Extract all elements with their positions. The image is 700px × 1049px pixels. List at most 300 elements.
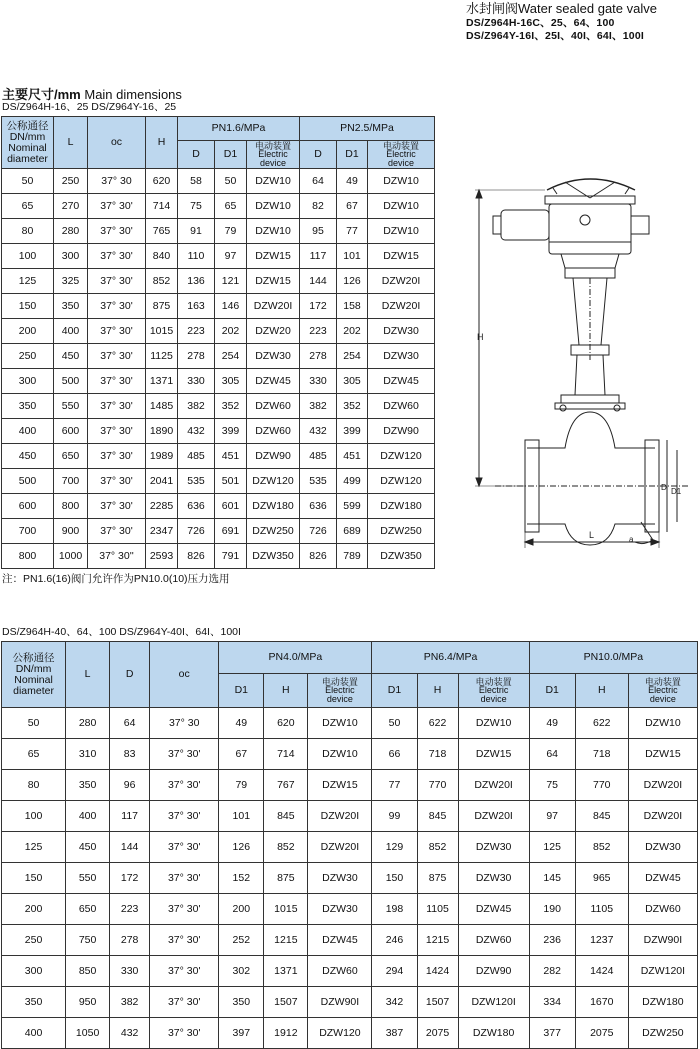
table-cell: DZW20I <box>628 801 697 832</box>
table-cell: 223 <box>178 319 215 344</box>
table-cell: 1125 <box>146 344 178 369</box>
table-cell: DZW250 <box>628 1018 697 1049</box>
table-cell: 37° 30'' <box>88 544 146 569</box>
table-cell: 700 <box>54 469 88 494</box>
table-row <box>2 1018 698 1049</box>
table-cell: 718 <box>575 739 628 770</box>
table-cell: 37° 30' <box>150 1018 219 1049</box>
valve-technical-drawing <box>465 150 695 570</box>
table-cell: 37° 30' <box>150 739 219 770</box>
electric-device-header: 电动装置 Electric device <box>247 141 300 169</box>
table-cell: 330 <box>178 369 215 394</box>
pn40-header: PN4.0/MPa <box>219 642 372 674</box>
table-cell: DZW15 <box>247 244 300 269</box>
table-cell: DZW10 <box>368 194 435 219</box>
table-cell: 145 <box>529 863 575 894</box>
table-cell: DZW10 <box>247 194 300 219</box>
table-cell: 622 <box>417 708 458 739</box>
table-cell: 767 <box>264 770 308 801</box>
table-cell: DZW15 <box>247 269 300 294</box>
table-row <box>2 194 435 219</box>
table-cell: 845 <box>264 801 308 832</box>
table-cell: 900 <box>54 519 88 544</box>
table-cell: 37° 30' <box>150 987 219 1018</box>
table-cell: 282 <box>529 956 575 987</box>
table-cell: 650 <box>54 444 88 469</box>
table-cell: 726 <box>300 519 337 544</box>
table-cell: 1015 <box>146 319 178 344</box>
table-row <box>2 832 698 863</box>
table-cell: 64 <box>110 708 150 739</box>
table-cell: 714 <box>264 739 308 770</box>
label-h: H <box>477 332 484 342</box>
table-cell: 117 <box>300 244 337 269</box>
table-cell: 382 <box>300 394 337 419</box>
table-row <box>2 219 435 244</box>
table-cell: 501 <box>215 469 247 494</box>
table-cell: 726 <box>178 519 215 544</box>
table-cell: DZW20I <box>308 801 372 832</box>
table-cell: DZW250 <box>247 519 300 544</box>
table-cell: 700 <box>2 519 54 544</box>
table-cell: DZW350 <box>247 544 300 569</box>
table-cell: DZW30 <box>628 832 697 863</box>
table-cell: DZW45 <box>308 925 372 956</box>
table-cell: 37° 30' <box>88 219 146 244</box>
table-cell: 330 <box>110 956 150 987</box>
table-cell: 300 <box>2 369 54 394</box>
table-cell: DZW30 <box>458 863 529 894</box>
h-header: H <box>417 674 458 708</box>
table-cell: 101 <box>219 801 264 832</box>
table-cell: 965 <box>575 863 628 894</box>
table-cell: 80 <box>2 219 54 244</box>
table-cell: 852 <box>417 832 458 863</box>
oc-header: oc <box>150 642 219 708</box>
handwheel-shape <box>547 179 635 198</box>
table-row <box>2 419 435 444</box>
oc-header: oc <box>88 117 146 169</box>
table-cell: 37° 30' <box>88 244 146 269</box>
table-row <box>2 269 435 294</box>
table-cell: 350 <box>66 770 110 801</box>
table-cell: 158 <box>337 294 368 319</box>
table-cell: DZW20I <box>458 770 529 801</box>
table-row <box>2 863 698 894</box>
table-cell: 1890 <box>146 419 178 444</box>
table-cell: 310 <box>66 739 110 770</box>
table-cell: 826 <box>178 544 215 569</box>
table-cell: 129 <box>372 832 417 863</box>
table-cell: 845 <box>575 801 628 832</box>
table-row <box>2 369 435 394</box>
table-cell: 250 <box>2 925 66 956</box>
table-cell: 500 <box>54 369 88 394</box>
table-cell: 125 <box>2 269 54 294</box>
table-cell: 450 <box>54 344 88 369</box>
table-cell: DZW20I <box>368 294 435 319</box>
table-cell: 202 <box>337 319 368 344</box>
table-cell: 535 <box>178 469 215 494</box>
table-cell: 37° 30' <box>88 494 146 519</box>
table-cell: 2593 <box>146 544 178 569</box>
table-cell: 850 <box>66 956 110 987</box>
table-cell: 1015 <box>264 894 308 925</box>
table-cell: 37° 30' <box>88 419 146 444</box>
table-cell: 352 <box>215 394 247 419</box>
table-cell: 37° 30' <box>88 469 146 494</box>
electric-device-header: 电动装置 Electric device <box>308 674 372 708</box>
table-cell: 845 <box>417 801 458 832</box>
table-cell: DZW180 <box>628 987 697 1018</box>
table-cell: 1424 <box>575 956 628 987</box>
table-cell: 305 <box>337 369 368 394</box>
table-row <box>2 894 698 925</box>
l-header: L <box>54 117 88 169</box>
dn-header: 公称通径 DN/mm Nominal diameter <box>2 117 54 169</box>
table-cell: 97 <box>529 801 575 832</box>
d1-header: D1 <box>215 141 247 169</box>
pn16-header: PN1.6/MPa <box>178 117 300 141</box>
label-d: D <box>661 483 667 492</box>
table-cell: DZW10 <box>628 708 697 739</box>
table-cell: 200 <box>2 894 66 925</box>
table-cell: 400 <box>2 419 54 444</box>
table-cell: 342 <box>372 987 417 1018</box>
table-cell: 2041 <box>146 469 178 494</box>
table-cell: 302 <box>219 956 264 987</box>
h-header: H <box>146 117 178 169</box>
table-cell: 875 <box>146 294 178 319</box>
table-cell: 126 <box>219 832 264 863</box>
table-cell: DZW30 <box>308 894 372 925</box>
table-cell: 190 <box>529 894 575 925</box>
table-cell: 350 <box>2 394 54 419</box>
table-cell: DZW10 <box>247 219 300 244</box>
table-cell: 95 <box>300 219 337 244</box>
table-cell: 67 <box>337 194 368 219</box>
table-cell: 37° 30' <box>88 444 146 469</box>
table-cell: 37° 30' <box>150 832 219 863</box>
table-cell: 80 <box>2 770 66 801</box>
pn25-header: PN2.5/MPa <box>300 117 435 141</box>
table-cell: 550 <box>54 394 88 419</box>
table-cell: 770 <box>417 770 458 801</box>
model-line-2: DS/Z964Y-16I、25I、40I、64I、100I <box>466 30 644 42</box>
table-cell: 77 <box>372 770 417 801</box>
table-cell: 121 <box>215 269 247 294</box>
table-cell: 636 <box>178 494 215 519</box>
table-cell: 37° 30' <box>150 863 219 894</box>
table-cell: 49 <box>529 708 575 739</box>
table-cell: 37° 30' <box>150 956 219 987</box>
table-cell: 1912 <box>264 1018 308 1049</box>
table-cell: 770 <box>575 770 628 801</box>
table-cell: 96 <box>110 770 150 801</box>
table-cell: 450 <box>2 444 54 469</box>
table-cell: 65 <box>2 194 54 219</box>
table-cell: 37° 30' <box>150 894 219 925</box>
table-cell: 200 <box>219 894 264 925</box>
table-cell: 65 <box>2 739 66 770</box>
table-cell: 37° 30' <box>150 770 219 801</box>
table-cell: 765 <box>146 219 178 244</box>
table-cell: 1105 <box>575 894 628 925</box>
table-cell: 1371 <box>146 369 178 394</box>
table-cell: 223 <box>300 319 337 344</box>
table-cell: 382 <box>178 394 215 419</box>
table-cell: 254 <box>337 344 368 369</box>
table-cell: DZW30 <box>458 832 529 863</box>
table-row <box>2 925 698 956</box>
table-cell: 2285 <box>146 494 178 519</box>
table-cell: 172 <box>300 294 337 319</box>
table-cell: 432 <box>178 419 215 444</box>
table-cell: 67 <box>219 739 264 770</box>
table-cell: 1507 <box>264 987 308 1018</box>
table-cell: DZW45 <box>458 894 529 925</box>
table-row <box>2 469 435 494</box>
table-cell: 250 <box>54 169 88 194</box>
heading-en: Main dimensions <box>84 87 182 102</box>
table-cell: 270 <box>54 194 88 219</box>
table-cell: 450 <box>66 832 110 863</box>
table-cell: DZW20 <box>247 319 300 344</box>
table-cell: 37° 30' <box>88 194 146 219</box>
table-cell: 636 <box>300 494 337 519</box>
table-cell: DZW120I <box>458 987 529 1018</box>
h-header: H <box>264 674 308 708</box>
table-cell: 200 <box>2 319 54 344</box>
table-cell: 64 <box>300 169 337 194</box>
table-cell: 1670 <box>575 987 628 1018</box>
table-cell: 400 <box>66 801 110 832</box>
title-block <box>466 0 696 43</box>
table-cell: 91 <box>178 219 215 244</box>
label-l: L <box>589 530 595 540</box>
table-cell: 37° 30' <box>88 344 146 369</box>
table-row <box>2 708 698 739</box>
h-header: H <box>575 674 628 708</box>
table-cell: 1507 <box>417 987 458 1018</box>
table-cell: 66 <box>372 739 417 770</box>
table-cell: 65 <box>215 194 247 219</box>
table-cell: 350 <box>2 987 66 1018</box>
table-cell: 500 <box>2 469 54 494</box>
table-cell: 305 <box>215 369 247 394</box>
table-cell: 620 <box>264 708 308 739</box>
table-cell: 789 <box>337 544 368 569</box>
table-cell: 387 <box>372 1018 417 1049</box>
table-cell: 150 <box>2 863 66 894</box>
table-cell: 650 <box>66 894 110 925</box>
table-cell: DZW250 <box>368 519 435 544</box>
table-cell: 535 <box>300 469 337 494</box>
table-cell: 485 <box>178 444 215 469</box>
table-cell: 223 <box>110 894 150 925</box>
dimensions-table-2 <box>1 641 698 1049</box>
table-cell: 2347 <box>146 519 178 544</box>
table-cell: 250 <box>2 344 54 369</box>
table-row <box>2 739 698 770</box>
table-cell: 350 <box>54 294 88 319</box>
table-cell: DZW20I <box>368 269 435 294</box>
table-cell: DZW90 <box>458 956 529 987</box>
table-cell: 1424 <box>417 956 458 987</box>
table-row <box>2 987 698 1018</box>
table-cell: 97 <box>215 244 247 269</box>
table-cell: DZW45 <box>247 369 300 394</box>
table-cell: 37° 30 <box>150 708 219 739</box>
table-row <box>2 494 435 519</box>
table-cell: 58 <box>178 169 215 194</box>
pn64-header: PN6.4/MPa <box>372 642 529 674</box>
table-cell: 1215 <box>417 925 458 956</box>
electric-device-header: 电动装置 Electric device <box>628 674 697 708</box>
table-cell: DZW15 <box>458 739 529 770</box>
table-row <box>2 344 435 369</box>
table-cell: 126 <box>337 269 368 294</box>
table-cell: 100 <box>2 801 66 832</box>
table-cell: 246 <box>372 925 417 956</box>
heading-cn: 主要尺寸/mm <box>2 87 81 102</box>
table-cell: 49 <box>337 169 368 194</box>
table-cell: 620 <box>146 169 178 194</box>
table-cell: 150 <box>372 863 417 894</box>
table-cell: DZW120I <box>628 956 697 987</box>
table-cell: 75 <box>529 770 575 801</box>
table-cell: 499 <box>337 469 368 494</box>
d-header: D <box>178 141 215 169</box>
table-cell: 334 <box>529 987 575 1018</box>
table-cell: 37° 30' <box>88 269 146 294</box>
table-cell: 550 <box>66 863 110 894</box>
table-cell: DZW120 <box>308 1018 372 1049</box>
table-cell: 601 <box>215 494 247 519</box>
table-cell: DZW30 <box>308 863 372 894</box>
table-cell: 202 <box>215 319 247 344</box>
table-cell: 236 <box>529 925 575 956</box>
table-cell: 451 <box>337 444 368 469</box>
table-cell: 1050 <box>66 1018 110 1049</box>
table-cell: DZW120 <box>368 469 435 494</box>
table-cell: DZW60 <box>247 419 300 444</box>
table-row <box>2 519 435 544</box>
table-cell: 37° 30' <box>88 319 146 344</box>
table-cell: DZW90 <box>368 419 435 444</box>
table-cell: 622 <box>575 708 628 739</box>
table-cell: 172 <box>110 863 150 894</box>
table-cell: 82 <box>300 194 337 219</box>
table-cell: 146 <box>215 294 247 319</box>
table-row <box>2 169 435 194</box>
table-cell: DZW60 <box>458 925 529 956</box>
table-cell: 278 <box>178 344 215 369</box>
table-cell: 791 <box>215 544 247 569</box>
table-cell: 485 <box>300 444 337 469</box>
table-cell: 99 <box>372 801 417 832</box>
table-cell: 49 <box>219 708 264 739</box>
table-cell: DZW10 <box>308 739 372 770</box>
table-cell: 600 <box>54 419 88 444</box>
table-row <box>2 544 435 569</box>
table-cell: DZW10 <box>308 708 372 739</box>
table-cell: 1000 <box>54 544 88 569</box>
d-header: D <box>300 141 337 169</box>
table-cell: 826 <box>300 544 337 569</box>
table-row <box>2 444 435 469</box>
table-cell: 800 <box>2 544 54 569</box>
table-cell: 399 <box>215 419 247 444</box>
table-cell: 77 <box>337 219 368 244</box>
table-cell: 852 <box>146 269 178 294</box>
d1-header: D1 <box>337 141 368 169</box>
table-cell: 198 <box>372 894 417 925</box>
table-cell: DZW90I <box>308 987 372 1018</box>
table-cell: DZW180 <box>247 494 300 519</box>
table-cell: 280 <box>54 219 88 244</box>
table-cell: 399 <box>337 419 368 444</box>
table-cell: 136 <box>178 269 215 294</box>
table-cell: 350 <box>219 987 264 1018</box>
table-cell: 37° 30' <box>88 294 146 319</box>
table-cell: 101 <box>337 244 368 269</box>
table-cell: DZW45 <box>628 863 697 894</box>
table-cell: 50 <box>2 708 66 739</box>
table-cell: 280 <box>66 708 110 739</box>
table-cell: DZW60 <box>368 394 435 419</box>
table-cell: 2075 <box>417 1018 458 1049</box>
table-cell: 100 <box>2 244 54 269</box>
table-cell: 377 <box>529 1018 575 1049</box>
table-cell: 278 <box>300 344 337 369</box>
table-cell: 50 <box>372 708 417 739</box>
table-cell: DZW10 <box>368 169 435 194</box>
table-cell: 294 <box>372 956 417 987</box>
label-angle: a <box>629 535 634 544</box>
table-cell: DZW10 <box>368 219 435 244</box>
table-row <box>2 770 698 801</box>
table-cell: DZW90 <box>247 444 300 469</box>
table-cell: 432 <box>300 419 337 444</box>
table-cell: DZW90I <box>628 925 697 956</box>
pn100-header: PN10.0/MPa <box>529 642 697 674</box>
table-row <box>2 319 435 344</box>
dn-header: 公称通径 DN/mm Nominal diameter <box>2 642 66 708</box>
table-cell: 110 <box>178 244 215 269</box>
table-cell: 852 <box>575 832 628 863</box>
table-cell: DZW20I <box>247 294 300 319</box>
table-cell: 144 <box>300 269 337 294</box>
table-cell: 718 <box>417 739 458 770</box>
table-cell: 1105 <box>417 894 458 925</box>
table-cell: DZW350 <box>368 544 435 569</box>
d1-header: D1 <box>219 674 264 708</box>
table-cell: 800 <box>54 494 88 519</box>
table-cell: 83 <box>110 739 150 770</box>
table-cell: 451 <box>215 444 247 469</box>
table-cell: 50 <box>215 169 247 194</box>
table-cell: 875 <box>264 863 308 894</box>
d1-header: D1 <box>372 674 417 708</box>
table-cell: 330 <box>300 369 337 394</box>
table-cell: 37° 30' <box>88 369 146 394</box>
table-cell: 117 <box>110 801 150 832</box>
l-header: L <box>66 642 110 708</box>
table-cell: 352 <box>337 394 368 419</box>
table-cell: DZW15 <box>628 739 697 770</box>
table-cell: DZW60 <box>308 956 372 987</box>
